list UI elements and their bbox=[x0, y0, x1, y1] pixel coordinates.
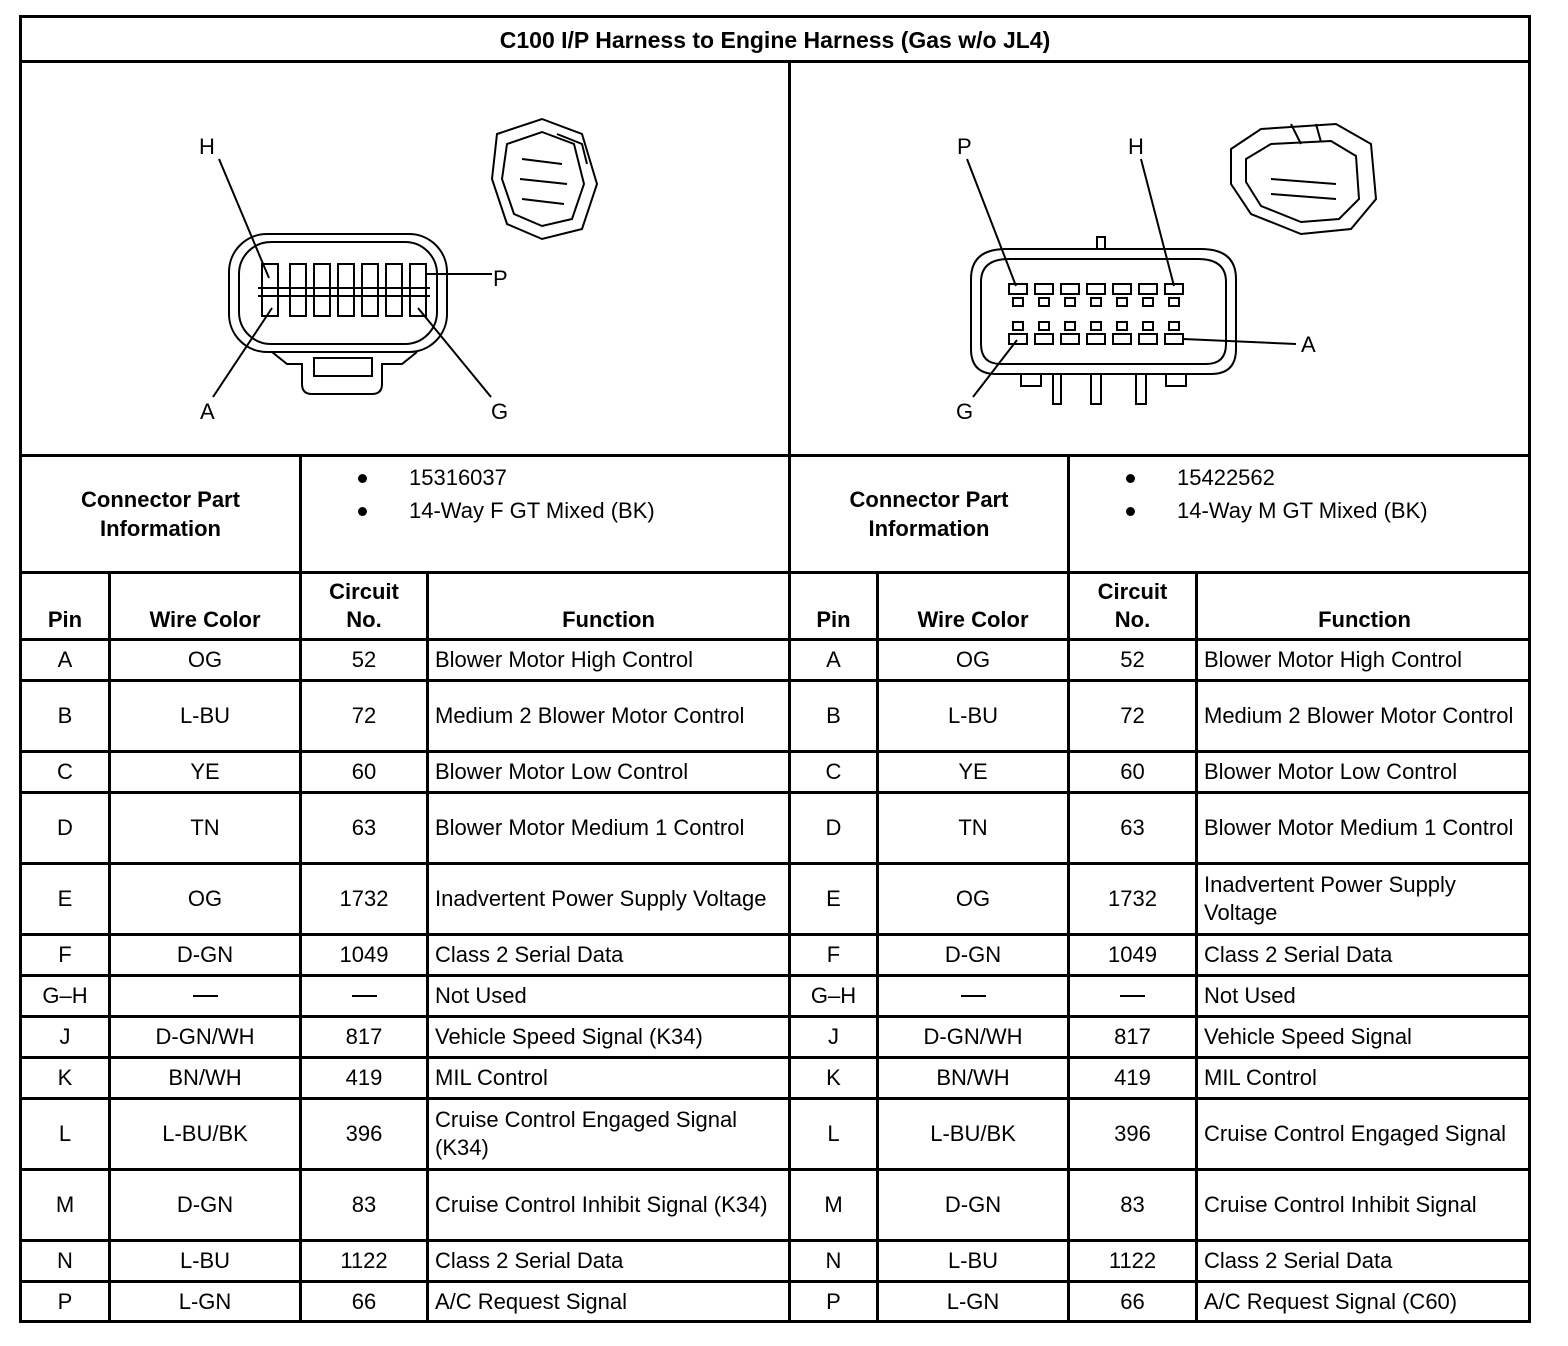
bullet-dot bbox=[1126, 474, 1135, 483]
label-g: G bbox=[956, 399, 974, 424]
color-cell bbox=[879, 977, 1067, 1015]
column-header-wire-color: Wire Color bbox=[149, 607, 261, 632]
row-divider bbox=[22, 1280, 1528, 1283]
function-cell: Inadvertent Power Supply Voltage bbox=[435, 886, 767, 911]
circuit-cell: 396 bbox=[1114, 1121, 1151, 1146]
circuit-cell bbox=[302, 977, 426, 1015]
leader-line-h bbox=[1141, 159, 1174, 286]
row-divider bbox=[22, 679, 1528, 682]
connector-diagram-left bbox=[22, 64, 788, 454]
connector-part-label-left: Connector Part Information bbox=[81, 487, 240, 541]
circuit-cell: 1732 bbox=[1108, 886, 1157, 911]
column-divider bbox=[108, 571, 111, 1323]
not-used-dash bbox=[352, 995, 377, 997]
divider bbox=[22, 638, 1528, 641]
pin-cell: J bbox=[59, 1024, 71, 1049]
circuit-cell: 66 bbox=[1120, 1289, 1145, 1314]
column-header-circuit bbox=[1070, 574, 1195, 638]
part-number: 15422562 bbox=[1177, 465, 1275, 490]
bullet-item bbox=[302, 496, 655, 526]
row-divider bbox=[22, 1015, 1528, 1018]
circuit-cell: 52 bbox=[1120, 647, 1145, 672]
circuit-cell: 60 bbox=[351, 759, 377, 784]
function-cell: Blower Motor Low Control bbox=[435, 759, 689, 784]
function-cell: Class 2 Serial Data bbox=[435, 1248, 624, 1273]
circuit-cell: 419 bbox=[345, 1065, 383, 1090]
circuit-cell: 83 bbox=[351, 1192, 377, 1217]
female-connector-drawing bbox=[22, 64, 788, 454]
pin-cell: E bbox=[57, 886, 73, 911]
column-divider bbox=[426, 571, 429, 1323]
pin-cell: M bbox=[55, 1192, 75, 1217]
pin-cell: C bbox=[57, 759, 73, 784]
function-cell: A/C Request Signal (C60) bbox=[1204, 1289, 1458, 1314]
connector-part-info-left bbox=[302, 457, 788, 571]
part-description: 14-Way M GT Mixed (BK) bbox=[1177, 498, 1428, 523]
pin-cell: M bbox=[824, 1192, 843, 1217]
pin-cell: D bbox=[825, 815, 842, 840]
color-cell: TN bbox=[958, 815, 988, 840]
color-cell: D-GN bbox=[944, 1192, 1002, 1217]
part-description: 14-Way F GT Mixed (BK) bbox=[409, 498, 655, 523]
row-divider bbox=[22, 791, 1528, 794]
circuit-cell: 1049 bbox=[1108, 942, 1157, 967]
color-cell: D-GN bbox=[176, 1192, 234, 1217]
color-cell: D-GN bbox=[944, 942, 1002, 967]
circuit-cell: 72 bbox=[351, 703, 377, 728]
pin-cell: F bbox=[826, 942, 841, 967]
function-cell: Not Used bbox=[435, 983, 527, 1008]
circuit-cell bbox=[1070, 977, 1195, 1015]
top-key bbox=[1097, 237, 1105, 249]
color-cell: BN/WH bbox=[936, 1065, 1010, 1090]
pin-cell: N bbox=[57, 1248, 73, 1273]
page-title: C100 I/P Harness to Engine Harness (Gas w/o JL4) bbox=[499, 27, 1051, 53]
circuit-cell: 60 bbox=[1120, 759, 1145, 784]
bullet-dot bbox=[1126, 507, 1135, 516]
column-header-pin: Pin bbox=[47, 607, 83, 632]
label-p: P bbox=[957, 134, 972, 159]
pin-cell: J bbox=[828, 1024, 839, 1049]
column-header-function: Function bbox=[1318, 607, 1411, 632]
label-p: P bbox=[493, 266, 508, 291]
column-header-circuit-line1: Circuit bbox=[329, 579, 399, 604]
pin-cell: P bbox=[826, 1289, 841, 1314]
cavity-columns bbox=[258, 264, 430, 316]
circuit-cell: 63 bbox=[1120, 815, 1145, 840]
pin-cell: B bbox=[826, 703, 841, 728]
divider bbox=[22, 60, 1528, 63]
color-cell: OG bbox=[187, 886, 223, 911]
connector-part-info-right bbox=[1070, 457, 1531, 571]
cavity-bottom-row bbox=[1009, 322, 1183, 344]
color-cell: L-BU bbox=[179, 703, 231, 728]
column-header-circuit-line1: Circuit bbox=[1097, 579, 1168, 604]
row-divider bbox=[22, 1168, 1528, 1171]
pin-cell: C bbox=[825, 759, 842, 784]
pin-cell: N bbox=[825, 1248, 842, 1273]
function-cell: Cruise Control Engaged Signal bbox=[1204, 1121, 1507, 1146]
function-cell: Blower Motor Medium 1 Control bbox=[435, 815, 745, 840]
function-cell: Cruise Control Engaged Signal (K34) bbox=[435, 1107, 738, 1160]
color-cell: OG bbox=[955, 647, 991, 672]
label-a: A bbox=[1301, 332, 1316, 357]
color-cell: L-BU bbox=[179, 1248, 231, 1273]
connector-part-label-right: Connector Part Information bbox=[849, 487, 1009, 541]
not-used-dash bbox=[961, 995, 986, 997]
column-header-wire-color: Wire Color bbox=[917, 607, 1029, 632]
part-number: 15316037 bbox=[409, 465, 507, 490]
circuit-cell: 817 bbox=[1114, 1024, 1151, 1049]
connector-diagram-right bbox=[791, 64, 1531, 454]
row-divider bbox=[22, 933, 1528, 936]
label-h: H bbox=[199, 134, 215, 159]
function-cell: MIL Control bbox=[435, 1065, 548, 1090]
color-cell: OG bbox=[955, 886, 991, 911]
column-header-circuit-line2: No. bbox=[346, 607, 382, 632]
row-divider bbox=[22, 974, 1528, 977]
function-cell: A/C Request Signal bbox=[435, 1289, 627, 1314]
color-cell: D-GN/WH bbox=[155, 1024, 255, 1049]
color-cell: TN bbox=[190, 815, 220, 840]
circuit-cell: 1049 bbox=[339, 942, 389, 967]
function-cell: Blower Motor Medium 1 Control bbox=[1204, 815, 1514, 840]
color-cell: YE bbox=[190, 759, 220, 784]
color-cell: L-BU/BK bbox=[930, 1121, 1016, 1146]
label-a: A bbox=[200, 399, 215, 424]
row-divider bbox=[22, 862, 1528, 865]
color-cell: YE bbox=[958, 759, 988, 784]
connector-feet bbox=[1021, 374, 1186, 404]
pin-cell: E bbox=[826, 886, 841, 911]
pin-cell: L bbox=[58, 1121, 72, 1146]
pin-cell: G–H bbox=[810, 983, 857, 1008]
color-cell: BN/WH bbox=[168, 1065, 242, 1090]
row-divider bbox=[22, 1056, 1528, 1059]
column-divider bbox=[1067, 571, 1070, 1323]
pin-cell: G–H bbox=[42, 983, 88, 1008]
column-divider bbox=[1195, 571, 1198, 1323]
function-cell: Medium 2 Blower Motor Control bbox=[1204, 703, 1514, 728]
function-cell: Cruise Control Inhibit Signal (K34) bbox=[435, 1192, 768, 1217]
color-cell: OG bbox=[187, 647, 223, 672]
function-cell: Vehicle Speed Signal (K34) bbox=[435, 1024, 703, 1049]
pin-cell: F bbox=[58, 942, 72, 967]
connector-isometric-view bbox=[1231, 124, 1376, 234]
color-cell: L-GN bbox=[946, 1289, 1000, 1314]
leader-line-h bbox=[219, 159, 269, 278]
pin-cell: L bbox=[827, 1121, 840, 1146]
function-cell: Blower Motor Low Control bbox=[1204, 759, 1458, 784]
leader-line-p bbox=[967, 159, 1016, 286]
color-cell: D-GN/WH bbox=[923, 1024, 1023, 1049]
function-cell: Class 2 Serial Data bbox=[435, 942, 624, 967]
pin-cell: A bbox=[57, 647, 73, 672]
pin-cell: P bbox=[57, 1289, 73, 1314]
function-cell: Class 2 Serial Data bbox=[1204, 942, 1393, 967]
circuit-cell: 1732 bbox=[339, 886, 389, 911]
column-header-pin: Pin bbox=[816, 607, 851, 632]
function-cell: Cruise Control Inhibit Signal bbox=[1204, 1192, 1477, 1217]
bullet-dot bbox=[358, 474, 367, 483]
column-header-circuit-line2: No. bbox=[1114, 607, 1151, 632]
color-cell: L-BU bbox=[947, 703, 999, 728]
label-g: G bbox=[491, 399, 509, 424]
bullet-item bbox=[302, 463, 507, 493]
circuit-cell: 52 bbox=[351, 647, 377, 672]
pinout-sheet bbox=[19, 15, 1531, 1323]
circuit-cell: 72 bbox=[1120, 703, 1145, 728]
bullet-item bbox=[1070, 496, 1428, 526]
circuit-cell: 1122 bbox=[340, 1248, 388, 1273]
bullet-dot bbox=[358, 507, 367, 516]
function-cell: Inadvertent Power Supply Voltage bbox=[1204, 872, 1456, 925]
cavity-top-row bbox=[1009, 284, 1183, 306]
circuit-cell: 83 bbox=[1120, 1192, 1145, 1217]
label-h: H bbox=[1128, 134, 1144, 159]
color-cell: D-GN bbox=[176, 942, 234, 967]
function-cell: Not Used bbox=[1204, 983, 1296, 1008]
pin-cell: K bbox=[826, 1065, 841, 1090]
latch-window bbox=[314, 358, 372, 376]
color-cell bbox=[111, 977, 299, 1015]
pin-cell: A bbox=[826, 647, 841, 672]
function-cell: Vehicle Speed Signal bbox=[1204, 1024, 1412, 1049]
function-cell: Class 2 Serial Data bbox=[1204, 1248, 1393, 1273]
color-cell: L-BU bbox=[947, 1248, 999, 1273]
circuit-cell: 817 bbox=[345, 1024, 383, 1049]
not-used-dash bbox=[193, 995, 218, 997]
column-header-circuit bbox=[302, 574, 426, 638]
male-connector-drawing bbox=[791, 64, 1531, 454]
leader-line-a bbox=[1183, 339, 1296, 344]
circuit-cell: 66 bbox=[351, 1289, 377, 1314]
leader-line-g bbox=[418, 308, 491, 397]
pin-cell: D bbox=[57, 815, 73, 840]
column-header-function: Function bbox=[562, 607, 655, 632]
circuit-cell: 1122 bbox=[1108, 1248, 1157, 1273]
column-divider bbox=[299, 571, 302, 1323]
row-divider bbox=[22, 1097, 1528, 1100]
circuit-cell: 419 bbox=[1114, 1065, 1151, 1090]
pin-cell: B bbox=[57, 703, 73, 728]
pin-cell: K bbox=[57, 1065, 73, 1090]
color-cell: L-BU/BK bbox=[162, 1121, 248, 1146]
circuit-cell: 63 bbox=[351, 815, 377, 840]
color-cell: L-GN bbox=[178, 1289, 232, 1314]
connector-isometric-view bbox=[492, 119, 597, 239]
connector-body-outline bbox=[971, 249, 1236, 374]
function-cell: MIL Control bbox=[1204, 1065, 1317, 1090]
function-cell: Blower Motor High Control bbox=[1204, 647, 1462, 672]
not-used-dash bbox=[1120, 995, 1145, 997]
row-divider bbox=[22, 1239, 1528, 1242]
function-cell: Medium 2 Blower Motor Control bbox=[435, 703, 745, 728]
function-cell: Blower Motor High Control bbox=[435, 647, 693, 672]
circuit-cell: 396 bbox=[345, 1121, 383, 1146]
row-divider bbox=[22, 750, 1528, 753]
connector-body-inner bbox=[981, 259, 1226, 364]
column-divider bbox=[876, 571, 879, 1323]
bullet-item bbox=[1070, 463, 1275, 493]
